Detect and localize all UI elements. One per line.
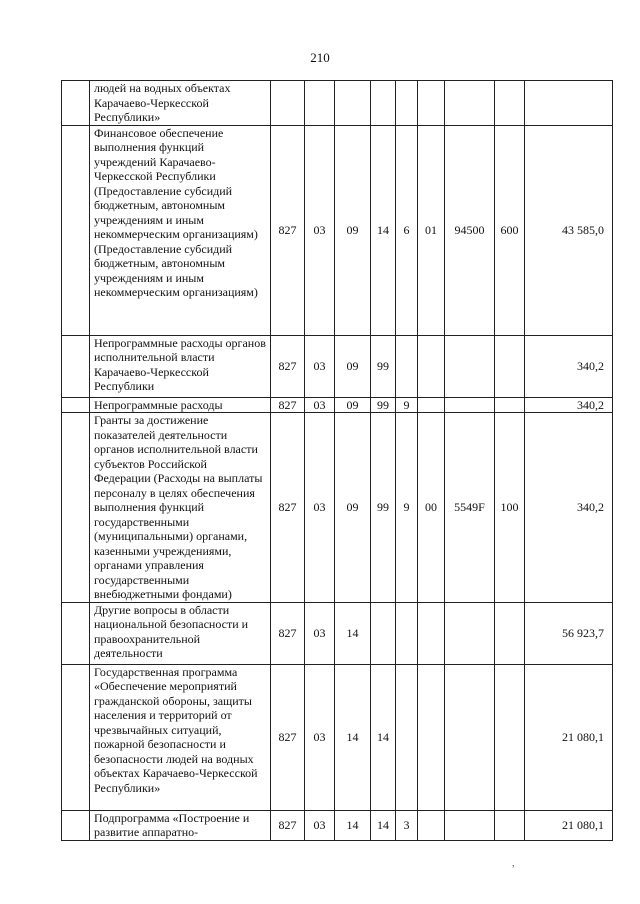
admin-code: 827 [271, 413, 305, 603]
admin-code: 827 [271, 602, 305, 664]
program-code: 14 [371, 125, 396, 335]
admin-code: 827 [271, 335, 305, 397]
program-code: 14 [371, 810, 396, 840]
program-code [371, 602, 396, 664]
row-number-cell [62, 335, 90, 397]
subprogram-code [396, 602, 418, 664]
table-row [62, 335, 613, 397]
expense-type-code [495, 81, 525, 126]
table-row [62, 810, 613, 840]
event-code: 00 [418, 413, 445, 603]
expense-type-code [495, 397, 525, 413]
admin-code: 827 [271, 397, 305, 413]
row-number-cell [62, 397, 90, 413]
subsection-code: 09 [335, 125, 371, 335]
direction-code: 94500 [445, 125, 495, 335]
event-code [418, 81, 445, 126]
direction-code [445, 397, 495, 413]
expense-type-code [495, 335, 525, 397]
subsection-code: 09 [335, 335, 371, 397]
amount: 340,2 [525, 413, 613, 603]
expense-type-code [495, 664, 525, 810]
table-row [62, 413, 613, 603]
scan-speck: , [512, 858, 515, 869]
row-number-cell [62, 664, 90, 810]
subsection-code: 14 [335, 664, 371, 810]
expense-type-code [495, 602, 525, 664]
amount: 340,2 [525, 335, 613, 397]
subprogram-code: 6 [396, 125, 418, 335]
subprogram-code [396, 335, 418, 397]
admin-code: 827 [271, 125, 305, 335]
event-code [418, 602, 445, 664]
item-name: Государственная программа «Обеспечение мероприятий гражданской обороны, защиты населения и территорий от чрезвычайных ситуаций, пожарной безопасности и безопасности людей на водных объектах Карачаево-Черкесской Республики» [90, 664, 271, 810]
program-code [371, 81, 396, 126]
direction-code [445, 81, 495, 126]
section-code: 03 [305, 810, 335, 840]
direction-code [445, 664, 495, 810]
admin-code [271, 81, 305, 126]
table-row [62, 397, 613, 413]
program-code: 99 [371, 335, 396, 397]
subsection-code: 09 [335, 397, 371, 413]
direction-code [445, 810, 495, 840]
admin-code: 827 [271, 664, 305, 810]
section-code: 03 [305, 602, 335, 664]
subprogram-code [396, 81, 418, 126]
event-code [418, 397, 445, 413]
item-name: Подпрограмма «Построение и развитие аппаратно- [90, 810, 271, 840]
row-number-cell [62, 81, 90, 126]
section-code: 03 [305, 413, 335, 603]
direction-code [445, 602, 495, 664]
item-name: Другие вопросы в области национальной безопасности и правоохранительной деятельности [90, 602, 271, 664]
subprogram-code: 9 [396, 397, 418, 413]
amount [525, 81, 613, 126]
page-number: 210 [310, 50, 330, 65]
section-code: 03 [305, 664, 335, 810]
direction-code: 5549F [445, 413, 495, 603]
row-number-cell [62, 125, 90, 335]
item-name: Гранты за достижение показателей деятельности органов исполнительной власти субъектов Российской Федерации (Расходы на выплаты персоналу в целях обеспечения выполнения функций государственными (муниципальными) органами, казенными учреждениями, органами управления государственными внебюджетными фондами) [90, 413, 271, 603]
amount: 21 080,1 [525, 664, 613, 810]
amount: 340,2 [525, 397, 613, 413]
item-name: Непрограммные расходы [90, 397, 271, 413]
budget-table [61, 80, 613, 841]
item-name: Финансовое обеспечение выполнения функций учреждений Карачаево-Черкесской Республики (Предоставление субсидий бюджетным, автономным учреждениям и иным некоммерческим организациям) (Предоставление субсидий бюджетным, автономным учреждениям и иным некоммерческим организациям) [90, 125, 271, 335]
program-code: 99 [371, 397, 396, 413]
row-number-cell [62, 413, 90, 603]
event-code [418, 664, 445, 810]
expense-type-code: 100 [495, 413, 525, 603]
section-code [305, 81, 335, 126]
event-code [418, 335, 445, 397]
table-row [62, 81, 613, 126]
row-number-cell [62, 602, 90, 664]
table-row [62, 125, 613, 335]
program-code: 14 [371, 664, 396, 810]
amount: 43 585,0 [525, 125, 613, 335]
direction-code [445, 335, 495, 397]
item-name: Непрограммные расходы органов исполнительной власти Карачаево-Черкесской Республики [90, 335, 271, 397]
row-number-cell [62, 810, 90, 840]
expense-type-code: 600 [495, 125, 525, 335]
section-code: 03 [305, 335, 335, 397]
subprogram-code [396, 664, 418, 810]
event-code [418, 810, 445, 840]
amount: 56 923,7 [525, 602, 613, 664]
section-code: 03 [305, 125, 335, 335]
subsection-code: 09 [335, 413, 371, 603]
subsection-code [335, 81, 371, 126]
subprogram-code: 3 [396, 810, 418, 840]
amount: 21 080,1 [525, 810, 613, 840]
table-row [62, 664, 613, 810]
subsection-code: 14 [335, 810, 371, 840]
expense-type-code [495, 810, 525, 840]
table-row [62, 602, 613, 664]
admin-code: 827 [271, 810, 305, 840]
event-code: 01 [418, 125, 445, 335]
item-name: людей на водных объектах Карачаево-Черкесской Республики» [90, 81, 271, 126]
program-code: 99 [371, 413, 396, 603]
subsection-code: 14 [335, 602, 371, 664]
subprogram-code: 9 [396, 413, 418, 603]
section-code: 03 [305, 397, 335, 413]
